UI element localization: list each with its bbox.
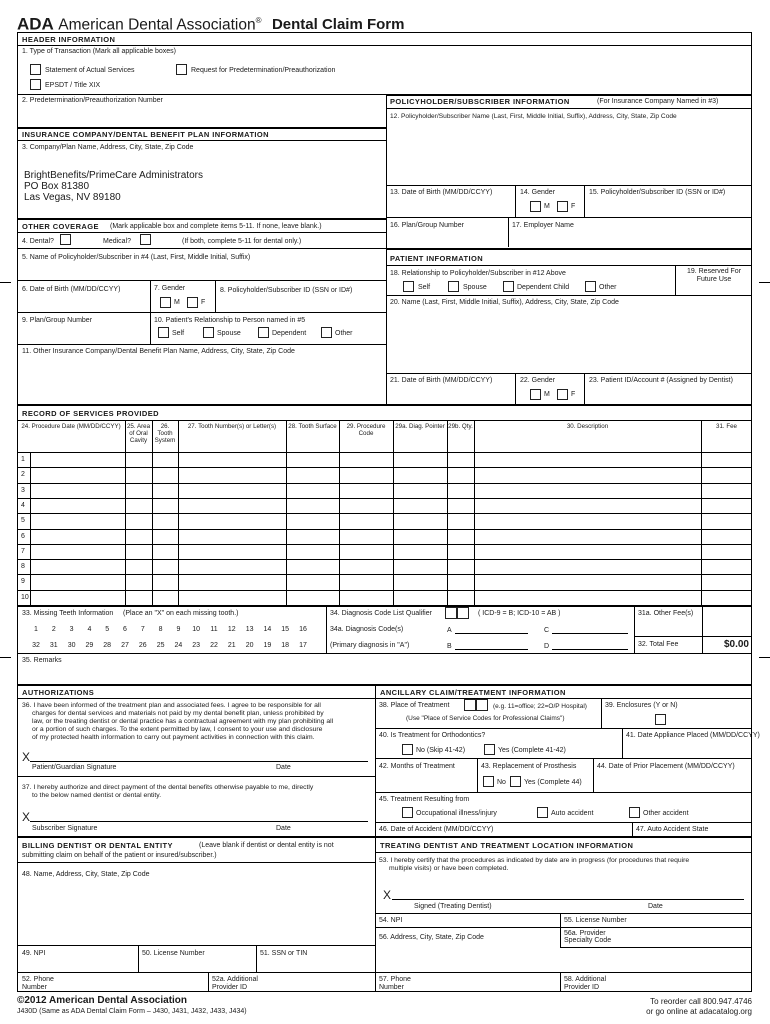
ortho-no-label: No (Skip 41-42)	[416, 747, 466, 754]
policyholder-dob-label: 13. Date of Birth (MM/DD/CCYY)	[390, 189, 493, 196]
tooth-21[interactable]: 21	[227, 642, 236, 649]
policyholder-name-label: 12. Policyholder/Subscriber Name (Last, First, Middle Initial, Suffix), Address, City, State, Zip Code	[390, 113, 677, 120]
service-row-number: 4	[21, 501, 25, 509]
service-row[interactable]	[27, 574, 751, 589]
patient-signature-field[interactable]	[30, 761, 368, 762]
tooth-32[interactable]: 32	[32, 642, 40, 649]
rel-other-label: Other	[335, 330, 353, 337]
pat-rel-dependent-checkbox[interactable]	[503, 281, 514, 292]
predetermination-number-label: 2. Predetermination/Preauthorization Number	[22, 97, 163, 104]
place-of-treatment-label: 38. Place of Treatment	[379, 702, 450, 709]
tooth-30[interactable]: 30	[67, 642, 76, 649]
insurance-address-line-1: BrightBenefits/PrimeCare Administrators	[24, 170, 203, 181]
treating-signature-field[interactable]	[392, 899, 744, 900]
service-row[interactable]	[27, 483, 751, 498]
occupational-checkbox[interactable]	[402, 807, 413, 818]
prosthesis-no-label: No	[497, 779, 506, 786]
prosthesis-yes-checkbox[interactable]	[510, 776, 521, 787]
months-treatment-label: 42. Months of Treatment	[379, 763, 455, 770]
enclosures-label: 39. Enclosures (Y or N)	[605, 702, 678, 709]
company-plan-label: 3. Company/Plan Name, Address, City, State, Zip Code	[22, 144, 194, 151]
treating-additional-id-label: 58. Additional Provider ID	[564, 976, 607, 991]
patient-dob-label: 21. Date of Birth (MM/DD/CCYY)	[390, 377, 493, 384]
auto-accident-state-label: 47. Auto Accident State	[636, 826, 709, 833]
other-subscriber-name-label: 5. Name of Policyholder/Subscriber in #4 (Last, First, Middle Initial, Suffix)	[22, 254, 251, 261]
predetermination-number-field[interactable]	[22, 106, 382, 126]
tooth-19[interactable]: 19	[263, 642, 272, 649]
billing-address-label: 48. Name, Address, City, State, Zip Code	[22, 871, 150, 878]
diag-a-label: A	[447, 627, 452, 634]
service-row-number: 9	[21, 578, 25, 586]
treating-address-label: 56. Address, City, State, Zip Code	[379, 934, 484, 941]
diag-b-field[interactable]	[455, 649, 528, 650]
diag-d-field[interactable]	[552, 649, 628, 650]
treating-signed-label: Signed (Treating Dentist)	[414, 903, 492, 910]
tooth-28[interactable]: 28	[103, 642, 112, 649]
auto-accident-label: Auto accident	[551, 810, 594, 817]
patient-gender-m-label: M	[544, 391, 550, 398]
treating-license-label: 55. License Number	[564, 917, 627, 924]
predetermination-label: Request for Predetermination/Preauthorization	[191, 67, 336, 74]
rel-dependent-checkbox[interactable]	[258, 327, 269, 338]
qualifier-box-2[interactable]	[457, 607, 469, 619]
tooth-17[interactable]: 17	[299, 642, 307, 649]
both-note: (If both, complete 5-11 for dental only.)	[182, 238, 302, 245]
prosthesis-yes-label: Yes (Complete 44)	[524, 779, 582, 786]
policyholder-gender-m-checkbox[interactable]	[530, 201, 541, 212]
qualifier-note: ( ICD-9 = B; ICD-10 = AB )	[478, 610, 561, 617]
place-of-treatment-box-2[interactable]	[476, 699, 488, 711]
provider-specialty-label: 56a. Provider Specialty Code	[564, 930, 612, 944]
other-gender-m-label: M	[174, 299, 180, 306]
patient-gender-m-checkbox[interactable]	[530, 389, 541, 400]
patient-signature-date-label: Date	[276, 764, 291, 771]
tooth-10[interactable]: 10	[192, 626, 201, 633]
other-gender-m-checkbox[interactable]	[160, 297, 171, 308]
diag-d-label: D	[544, 643, 550, 650]
patient-signature-label: Patient/Guardian Signature	[32, 764, 117, 771]
copyright: ©2012 American Dental Association	[17, 995, 188, 1006]
reorder-phone: To reorder call 800.947.4746	[650, 997, 752, 1006]
column-header-10: 31. Fee	[716, 423, 737, 430]
place-of-treatment-box-1[interactable]	[464, 699, 476, 711]
billing-phone-label: 52. Phone Number	[22, 976, 54, 991]
tooth-24[interactable]: 24	[174, 642, 183, 649]
service-row[interactable]	[27, 467, 751, 482]
column-header-5: 28. Tooth Surface	[288, 423, 337, 430]
patient-gender-label: 22. Gender	[520, 377, 556, 384]
service-row[interactable]	[27, 559, 751, 574]
tooth-6[interactable]: 6	[123, 626, 127, 633]
billing-section-note: (Leave blank if dentist or dental entity is not	[199, 842, 334, 849]
dental-label: 4. Dental?	[22, 238, 54, 245]
other-coverage-note: (Mark applicable box and complete items 5-11. If none, leave blank.)	[110, 223, 322, 230]
treating-date-label: Date	[648, 903, 663, 910]
patient-name-label: 20. Name (Last, First, Middle Initial, Suffix), Address, City, State, Zip Code	[390, 299, 619, 306]
diag-c-label: C	[544, 627, 550, 634]
service-row-number: 7	[21, 547, 25, 555]
column-header-9: 30. Description	[566, 423, 609, 430]
policyholder-gender-label: 14. Gender	[520, 189, 556, 196]
place-of-treatment-note: (Use "Place of Service Codes for Professional Claims")	[406, 715, 565, 722]
tooth-20[interactable]: 20	[245, 642, 254, 649]
service-row-number: 3	[21, 486, 25, 494]
pat-rel-other-checkbox[interactable]	[585, 281, 596, 292]
rel-dependent-label: Dependent	[272, 330, 307, 337]
subscriber-signature-date-label: Date	[276, 825, 291, 832]
tooth-11[interactable]: 11	[210, 626, 218, 633]
other-gender-label: 7. Gender	[154, 285, 186, 292]
pat-rel-self-checkbox[interactable]	[403, 281, 414, 292]
patient-gender-f-label: F	[571, 391, 576, 398]
enclosures-checkbox[interactable]	[655, 714, 666, 725]
authorizations-section-title: AUTHORIZATIONS	[22, 688, 95, 697]
form-title: ADA American Dental Association® Dental Claim Form	[17, 14, 405, 34]
policyholder-name-field[interactable]	[390, 124, 748, 184]
actual-services-checkbox[interactable]	[30, 64, 41, 75]
insurance-address-line-3: Las Vegas, NV 89180	[24, 192, 121, 203]
total-fee-label: 32. Total Fee	[638, 641, 679, 648]
column-header-3: 26. Tooth System	[154, 423, 176, 444]
tooth-4[interactable]: 4	[87, 626, 92, 633]
diag-b-label: B	[447, 643, 452, 650]
tooth-1[interactable]: 1	[34, 626, 38, 633]
other-accident-label: Other accident	[643, 810, 689, 817]
pat-rel-self-label: Self	[418, 284, 431, 291]
tooth-22[interactable]: 22	[210, 642, 218, 649]
rel-spouse-label: Spouse	[217, 330, 241, 337]
column-header-7: 29a. Diag. Pointer	[395, 423, 445, 430]
ada-mark: ADA	[17, 14, 54, 34]
rel-other-checkbox[interactable]	[321, 327, 332, 338]
medical-label: Medical?	[103, 238, 132, 245]
policyholder-gender-m-label: M	[544, 203, 550, 210]
rel-self-checkbox[interactable]	[158, 327, 169, 338]
patient-account-label: 23. Patient ID/Account # (Assigned by Dentist)	[589, 377, 733, 384]
service-row[interactable]	[27, 498, 751, 513]
occupational-label: Occupational illness/injury	[416, 810, 497, 817]
form-id: J430D (Same as ADA Dental Claim Form – J430, J431, J432, J433, J434)	[17, 1008, 247, 1015]
auto-accident-checkbox[interactable]	[537, 807, 548, 818]
dental-checkbox[interactable]	[60, 234, 71, 245]
tooth-3[interactable]: 3	[69, 626, 74, 633]
billing-section-title: BILLING DENTIST OR DENTAL ENTITY	[22, 841, 173, 850]
other-gender-f-label: F	[201, 299, 206, 306]
billing-license-label: 50. License Number	[142, 950, 205, 957]
pat-rel-dependent-label: Dependent Child	[517, 284, 570, 291]
consent-text: 36. I have been informed of the treatment plan and associated fees. I agree to be responsible for all charges for dental services and materials not paid by my dental benefit plan, unless prohibited by law, or the treating dentist or dental practice has a contractual agreement with my plan prohibiting all or a portion of such charges. To the extent permitted by law, I consent to your use and disclosure of my protected health information to carry out payment activities in connection with this claim.	[22, 702, 334, 741]
tooth-2[interactable]: 2	[51, 626, 56, 633]
ancillary-section-title: ANCILLARY CLAIM/TREATMENT INFORMATION	[380, 688, 566, 697]
service-row[interactable]	[27, 452, 751, 467]
service-row-number: 10	[21, 593, 29, 601]
org-name: American Dental Association	[58, 16, 256, 34]
other-insurance-label: 11. Other Insurance Company/Dental Benefit Plan Name, Address, City, State, Zip Code	[22, 348, 295, 355]
policyholder-plan-label: 16. Plan/Group Number	[390, 222, 464, 229]
insurance-address[interactable]	[24, 170, 203, 203]
treatment-resulting-label: 45. Treatment Resulting from	[379, 796, 470, 803]
appliance-date-label: 41. Date Appliance Placed (MM/DD/CCYY)	[626, 732, 760, 739]
billing-ssn-label: 51. SSN or TIN	[260, 950, 308, 957]
billing-additional-id-label: 52a. Additional Provider ID	[212, 976, 258, 991]
service-row[interactable]	[27, 590, 751, 605]
policyholder-gender-f-label: F	[571, 203, 576, 210]
tooth-27[interactable]: 27	[121, 642, 129, 649]
remarks-label: 35. Remarks	[22, 657, 62, 664]
other-subscriber-id-label: 8. Policyholder/Subscriber ID (SSN or ID#)	[220, 287, 353, 294]
column-header-8: 29b. Qty.	[448, 423, 473, 430]
pat-rel-spouse-checkbox[interactable]	[448, 281, 459, 292]
reserved-future-use: 19. Reserved For Future Use	[686, 268, 742, 283]
tooth-7[interactable]: 7	[140, 626, 145, 633]
service-row-number: 2	[21, 471, 25, 479]
diag-a-field[interactable]	[455, 633, 528, 634]
service-row[interactable]	[27, 529, 751, 544]
treating-certify-text: 53. I hereby certify that the procedures as indicated by date are in progress (for procedures that require multiple visits) or have been completed.	[379, 857, 690, 872]
tooth-12[interactable]: 12	[227, 626, 236, 633]
tooth-23[interactable]: 23	[192, 642, 201, 649]
medical-checkbox[interactable]	[140, 234, 151, 245]
column-header-6: 29. Procedure Code	[346, 423, 386, 437]
fold-mark-right-1	[759, 282, 770, 283]
pat-rel-spouse-label: Spouse	[463, 284, 487, 291]
service-row-number: 8	[21, 563, 25, 571]
patient-relationship-18-label: 18. Relationship to Policyholder/Subscriber in #12 Above	[390, 270, 566, 277]
policyholder-gender-f-checkbox[interactable]	[557, 201, 568, 212]
actual-services-label: Statement of Actual Services	[45, 67, 135, 74]
billing-npi-label: 49. NPI	[22, 950, 46, 957]
insurance-section-title: INSURANCE COMPANY/DENTAL BENEFIT PLAN INFORMATION	[22, 130, 269, 139]
treating-sig-x: X	[383, 888, 392, 902]
missing-teeth-note: (Place an "X" on each missing tooth.)	[123, 610, 239, 617]
fold-mark-left-1	[0, 282, 11, 283]
qualifier-box-1[interactable]	[445, 607, 457, 619]
ortho-yes-checkbox[interactable]	[484, 744, 495, 755]
policyholder-section-title: POLICYHOLDER/SUBSCRIBER INFORMATION	[390, 97, 570, 106]
column-header-4: 27. Tooth Number(s) or Letter(s)	[187, 423, 277, 430]
treating-section-title: TREATING DENTIST AND TREATMENT LOCATION INFORMATION	[380, 841, 634, 850]
prosthesis-no-checkbox[interactable]	[483, 776, 494, 787]
predetermination-checkbox[interactable]	[176, 64, 187, 75]
treating-phone-label: 57. Phone Number	[379, 976, 411, 991]
diagnosis-qualifier-label: 34. Diagnosis Code List Qualifier	[330, 610, 432, 617]
employer-name-label: 17. Employer Name	[512, 222, 574, 229]
diagnosis-codes-label: 34a. Diagnosis Code(s)	[330, 626, 404, 633]
ortho-yes-label: Yes (Complete 41-42)	[498, 747, 566, 754]
fold-mark-right-2	[759, 657, 770, 658]
tooth-16[interactable]: 16	[299, 626, 307, 633]
service-row-number: 5	[21, 517, 25, 525]
other-fees-label: 31a. Other Fee(s)	[638, 610, 694, 617]
rel-spouse-checkbox[interactable]	[203, 327, 214, 338]
subscriber-signature-field[interactable]	[30, 821, 368, 822]
patient-relationship-label: 10. Patient's Relationship to Person named in #5	[154, 317, 306, 324]
pat-rel-other-label: Other	[599, 284, 617, 291]
column-header-1: 24. Procedure Date (MM/DD/CCYY)	[21, 423, 121, 430]
subscriber-sig-x: X	[22, 810, 31, 824]
other-gender-f-checkbox[interactable]	[187, 297, 198, 308]
tooth-15[interactable]: 15	[281, 626, 290, 633]
epsdt-checkbox[interactable]	[30, 79, 41, 90]
tooth-13[interactable]: 13	[245, 626, 254, 633]
policyholder-section-note: (For Insurance Company Named in #3)	[597, 98, 719, 105]
billing-section-note-2: submitting claim on behalf of the patient or insured/subscriber.)	[22, 852, 217, 859]
accident-date-label: 46. Date of Accident (MM/DD/CCYY)	[379, 826, 494, 833]
tooth-18[interactable]: 18	[281, 642, 290, 649]
missing-teeth-label: 33. Missing Teeth Information	[22, 610, 114, 617]
diag-c-field[interactable]	[552, 633, 628, 634]
tooth-29[interactable]: 29	[85, 642, 94, 649]
other-plan-label: 9. Plan/Group Number	[22, 317, 93, 324]
orthodontics-label: 40. Is Treatment for Orthodontics?	[379, 732, 486, 739]
other-accident-checkbox[interactable]	[629, 807, 640, 818]
rel-self-label: Self	[172, 330, 185, 337]
subscriber-signature-label: Subscriber Signature	[32, 825, 98, 832]
patient-section-title: PATIENT INFORMATION	[390, 254, 484, 263]
services-section-title: RECORD OF SERVICES PROVIDED	[22, 409, 159, 418]
header-section-title: HEADER INFORMATION	[22, 35, 116, 44]
assignment-text: 37. I hereby authorize and direct payment of the dental benefits otherwise payable to me, directly to the below named dentist or dental entity.	[22, 784, 314, 799]
total-fee-value: $0.00	[723, 639, 749, 650]
service-row[interactable]	[27, 513, 751, 528]
other-dob-label: 6. Date of Birth (MM/DD/CCYY)	[22, 286, 121, 293]
policyholder-id-label: 15. Policyholder/Subscriber ID (SSN or ID#)	[589, 189, 726, 196]
tooth-8[interactable]: 8	[158, 626, 163, 633]
transaction-type-label: 1. Type of Transaction (Mark all applicable boxes)	[22, 48, 176, 55]
patient-sig-x: X	[22, 750, 31, 764]
column-header-2: 25. Area of Oral Cavity	[126, 423, 151, 444]
prior-placement-label: 44. Date of Prior Placement (MM/DD/CCYY)	[597, 763, 735, 770]
ortho-no-checkbox[interactable]	[402, 744, 413, 755]
patient-gender-f-checkbox[interactable]	[557, 389, 568, 400]
other-coverage-section-title: OTHER COVERAGE	[22, 222, 99, 231]
service-row-number: 1	[21, 456, 25, 463]
replacement-prosthesis-label: 43. Replacement of Prosthesis	[481, 763, 577, 770]
insurance-address-line-2: PO Box 81380	[24, 181, 90, 192]
tooth-9[interactable]: 9	[176, 626, 181, 633]
epsdt-label: EPSDT / Title XIX	[45, 82, 101, 89]
tooth-26[interactable]: 26	[138, 642, 147, 649]
tooth-5[interactable]: 5	[105, 626, 110, 633]
service-row[interactable]	[27, 544, 751, 559]
place-of-treatment-eg: (e.g. 11=office; 22=O/P Hospital)	[493, 703, 587, 710]
service-row-number: 6	[21, 532, 25, 540]
fold-mark-left-2	[0, 657, 11, 658]
tooth-25[interactable]: 25	[156, 642, 165, 649]
treating-npi-label: 54. NPI	[379, 917, 403, 924]
primary-diagnosis-note: (Primary diagnosis in "A")	[330, 642, 410, 649]
tooth-31[interactable]: 31	[49, 642, 58, 649]
tooth-14[interactable]: 14	[263, 626, 272, 633]
reorder-online: or go online at adacatalog.org	[646, 1007, 752, 1016]
form-name: Dental Claim Form	[271, 16, 405, 34]
